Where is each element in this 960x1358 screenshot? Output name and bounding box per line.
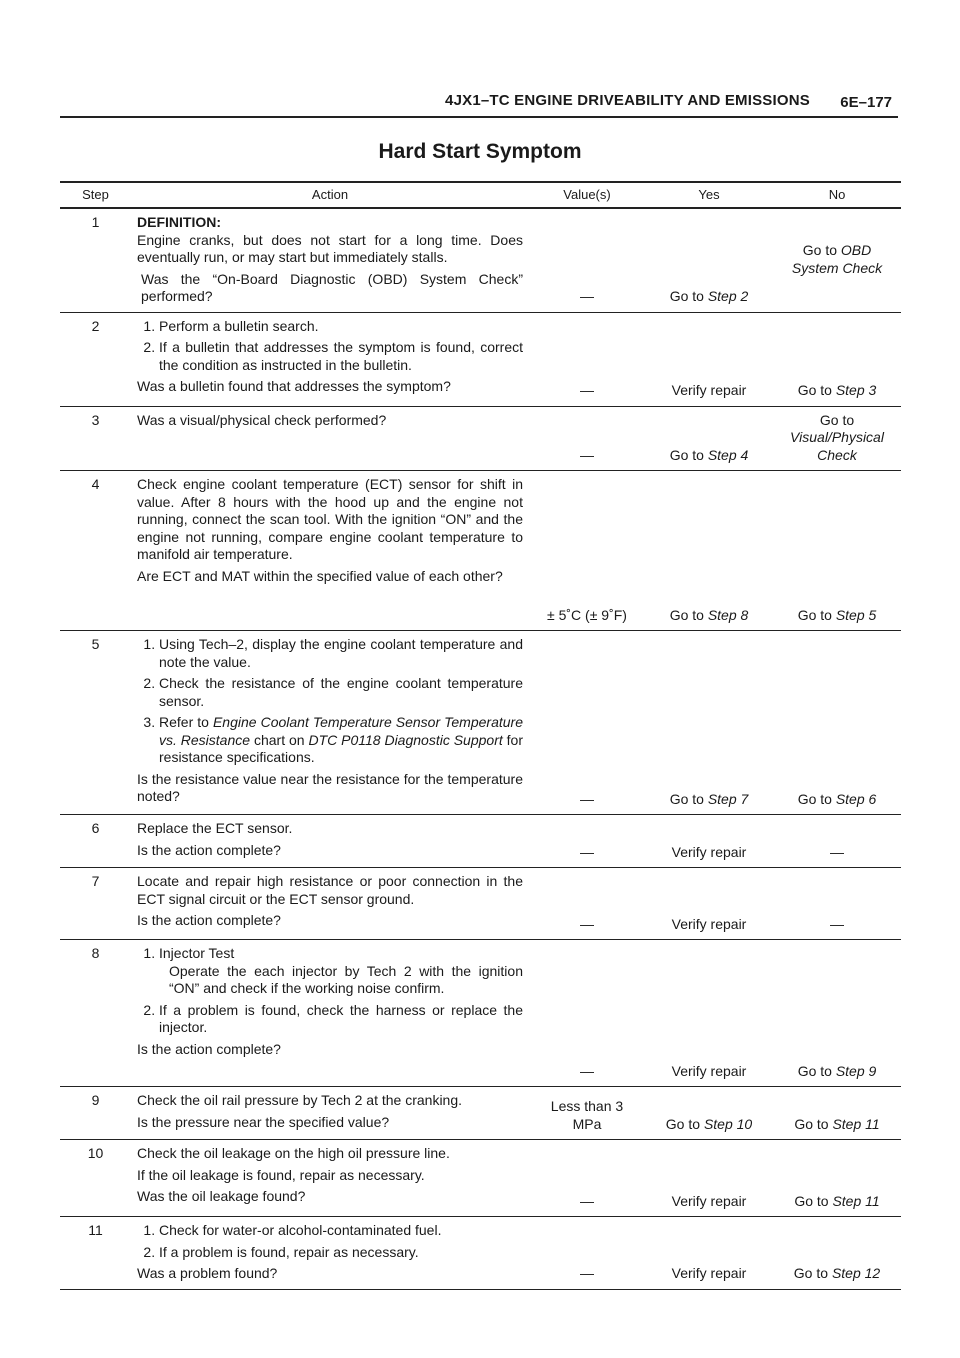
action-cell	[131, 1087, 529, 1140]
no-cell: Go to Step 5	[773, 471, 901, 631]
value-cell: —	[529, 1217, 645, 1290]
action-text: If the oil leakage is found, repair as necessary.	[137, 1166, 425, 1183]
action-text: Check engine coolant temperature (ECT) sensor for shift in value. After 8 hours with the hood up and the engine not running, connect the scan tool. With the ignition “ON” and the engine not running, compare engine coolant temperature to manifold air temperature.	[137, 476, 523, 562]
yes-cell: Verify repair	[645, 815, 773, 868]
no-ref: Step 6	[835, 790, 877, 807]
table-row	[60, 1140, 901, 1217]
action-cell	[131, 1140, 529, 1217]
diagnostic-table	[60, 181, 901, 1290]
question: Is the action complete?	[137, 1040, 281, 1057]
yes-cell: Go to Step 2	[645, 208, 773, 312]
table-header-row	[60, 182, 901, 208]
question: Are ECT and MAT within the specified value of each other?	[137, 567, 503, 584]
question: Is the pressure near the specified value?	[137, 1113, 390, 1130]
yes-cell: Verify repair	[645, 1140, 773, 1217]
value-cell: —	[529, 406, 645, 471]
yes-ref: Step 2	[707, 288, 749, 304]
action-cell	[131, 406, 529, 471]
step-number: 9	[60, 1087, 131, 1140]
value-cell: ± 5˚C (± 9˚F)	[529, 471, 645, 631]
value-cell: —	[529, 312, 645, 406]
value-cell: —	[529, 815, 645, 868]
table-row	[60, 471, 901, 631]
action-cell	[131, 815, 529, 868]
yes-cell: Go to Step 7	[645, 631, 773, 815]
table-row	[60, 940, 901, 1087]
table-row	[60, 1087, 901, 1140]
action-cell: 1. Using Tech–2, display the engine coolant temperature and note the value. 2. Check the resistance of the engine coolant temperature sensor. 3. Refer to Engine Coolant Temperature Sensor Temperature vs. Resistance chart on DTC P0118 Diagnostic Support for resistance specifications. Is the resistance value near the resistance for the temperature noted?	[131, 631, 529, 815]
action-text: Check the oil leakage on the high oil pressure line.	[137, 1145, 450, 1161]
no-ref: Step 9	[835, 1062, 877, 1079]
col-action: Action	[131, 182, 529, 208]
no-cell: —	[773, 815, 901, 868]
step-number: 8	[60, 940, 131, 1087]
definition-label: DEFINITION:	[137, 214, 221, 230]
no-ref: Step 11	[832, 1192, 880, 1209]
action-cell: 1. Perform a bulletin search. 2. If a bulletin that addresses the symptom is found, correct the condition as instructed in the bulletin. Was a bulletin found that addresses the symptom?	[131, 312, 529, 406]
no-cell: Go to Step 3	[773, 312, 901, 406]
step-number: 10	[60, 1140, 131, 1217]
col-no: No	[773, 182, 901, 208]
table-row	[60, 406, 901, 471]
step-number: 1	[60, 208, 131, 312]
yes-ref: Step 7	[707, 790, 749, 807]
no-cell: Go to Step 9	[773, 940, 901, 1087]
table-row	[60, 868, 901, 940]
action-text: Check the oil rail pressure by Tech 2 at the cranking.	[137, 1092, 463, 1108]
step-number: 3	[60, 406, 131, 471]
table-row	[60, 1217, 901, 1290]
no-ref: Step 12	[831, 1265, 881, 1281]
table-row	[60, 815, 901, 868]
yes-cell: Go to Step 4	[645, 406, 773, 471]
section-title: 4JX1–TC ENGINE DRIVEABILITY AND EMISSIONS	[445, 92, 810, 109]
step-number: 11	[60, 1217, 131, 1290]
question: Was the “On-Board Diagnostic (OBD) System Check” performed?	[141, 270, 523, 304]
no-ref: Step 11	[832, 1115, 880, 1132]
value-cell: —	[529, 1140, 645, 1217]
no-ref: Step 3	[835, 382, 877, 398]
value-cell: —	[529, 940, 645, 1087]
no-ref: OBD System Check	[791, 242, 883, 276]
yes-cell: Go to Step 8	[645, 471, 773, 631]
no-cell: Go to Visual/Physical Check	[773, 406, 901, 471]
col-yes: Yes	[645, 182, 773, 208]
page-number: 6E–177	[840, 94, 892, 111]
yes-ref: Step 4	[707, 446, 749, 463]
no-cell: Go to Step 11	[773, 1140, 901, 1217]
no-cell: Go to Step 12	[773, 1217, 901, 1290]
question: Was the oil leakage found?	[137, 1188, 306, 1204]
no-cell: Go to Step 6	[773, 631, 901, 815]
question: Was a bulletin found that addresses the symptom?	[137, 378, 451, 394]
yes-ref: Step 10	[703, 1115, 753, 1132]
question: Is the resistance value near the resistance for the temperature noted?	[137, 770, 523, 804]
step-number: 6	[60, 815, 131, 868]
action-text: Locate and repair high resistance or poor connection in the ECT signal circuit or the ECT sensor ground.	[137, 873, 523, 907]
value-cell: —	[529, 208, 645, 312]
table-row	[60, 312, 901, 406]
action-cell: 1. Injector Test Operate the each injector by Tech 2 with the ignition “ON” and check if the working noise confirm. 2. If a problem is found, check the harness or replace the injector. Is the action complete?	[131, 940, 529, 1087]
yes-cell: Verify repair	[645, 868, 773, 940]
action-cell: 1. Check for water-or alcohol-contaminated fuel. 2. If a problem is found, repair as necessary. Was a problem found?	[131, 1217, 529, 1290]
step-number: 4	[60, 471, 131, 631]
col-values: Value(s)	[529, 182, 645, 208]
definition-text: Engine cranks, but does not start for a long time. Does eventually run, or may start but immediately stalls.	[137, 231, 523, 265]
no-cell: —	[773, 868, 901, 940]
step-number: 2	[60, 312, 131, 406]
question: Was a visual/physical check performed?	[137, 411, 387, 428]
doc-title: Hard Start Symptom	[378, 140, 582, 163]
action-cell	[131, 471, 529, 631]
action-cell	[131, 208, 529, 312]
step-number: 5	[60, 631, 131, 815]
question: Is the action complete?	[137, 912, 281, 928]
table-row	[60, 631, 901, 815]
yes-ref: Step 8	[707, 606, 749, 623]
question: Is the action complete?	[137, 841, 281, 858]
no-cell: Go to Step 11	[773, 1087, 901, 1140]
yes-cell: Verify repair	[645, 940, 773, 1087]
no-cell: Go to OBD System Check	[773, 208, 901, 312]
yes-cell: Go to Step 10	[645, 1087, 773, 1140]
question: Was a problem found?	[137, 1265, 278, 1281]
page-header	[60, 88, 898, 118]
value-cell: —	[529, 868, 645, 940]
yes-cell: Verify repair	[645, 312, 773, 406]
table-row	[60, 208, 901, 312]
no-ref: Step 5	[835, 606, 877, 623]
no-ref: Visual/Physical Check	[790, 429, 884, 463]
col-step: Step	[60, 182, 131, 208]
value-cell: Less than 3 MPa	[529, 1087, 645, 1140]
yes-cell: Verify repair	[645, 1217, 773, 1290]
action-cell	[131, 868, 529, 940]
action-text: Replace the ECT sensor.	[137, 820, 293, 836]
step-number: 7	[60, 868, 131, 940]
value-cell: —	[529, 631, 645, 815]
